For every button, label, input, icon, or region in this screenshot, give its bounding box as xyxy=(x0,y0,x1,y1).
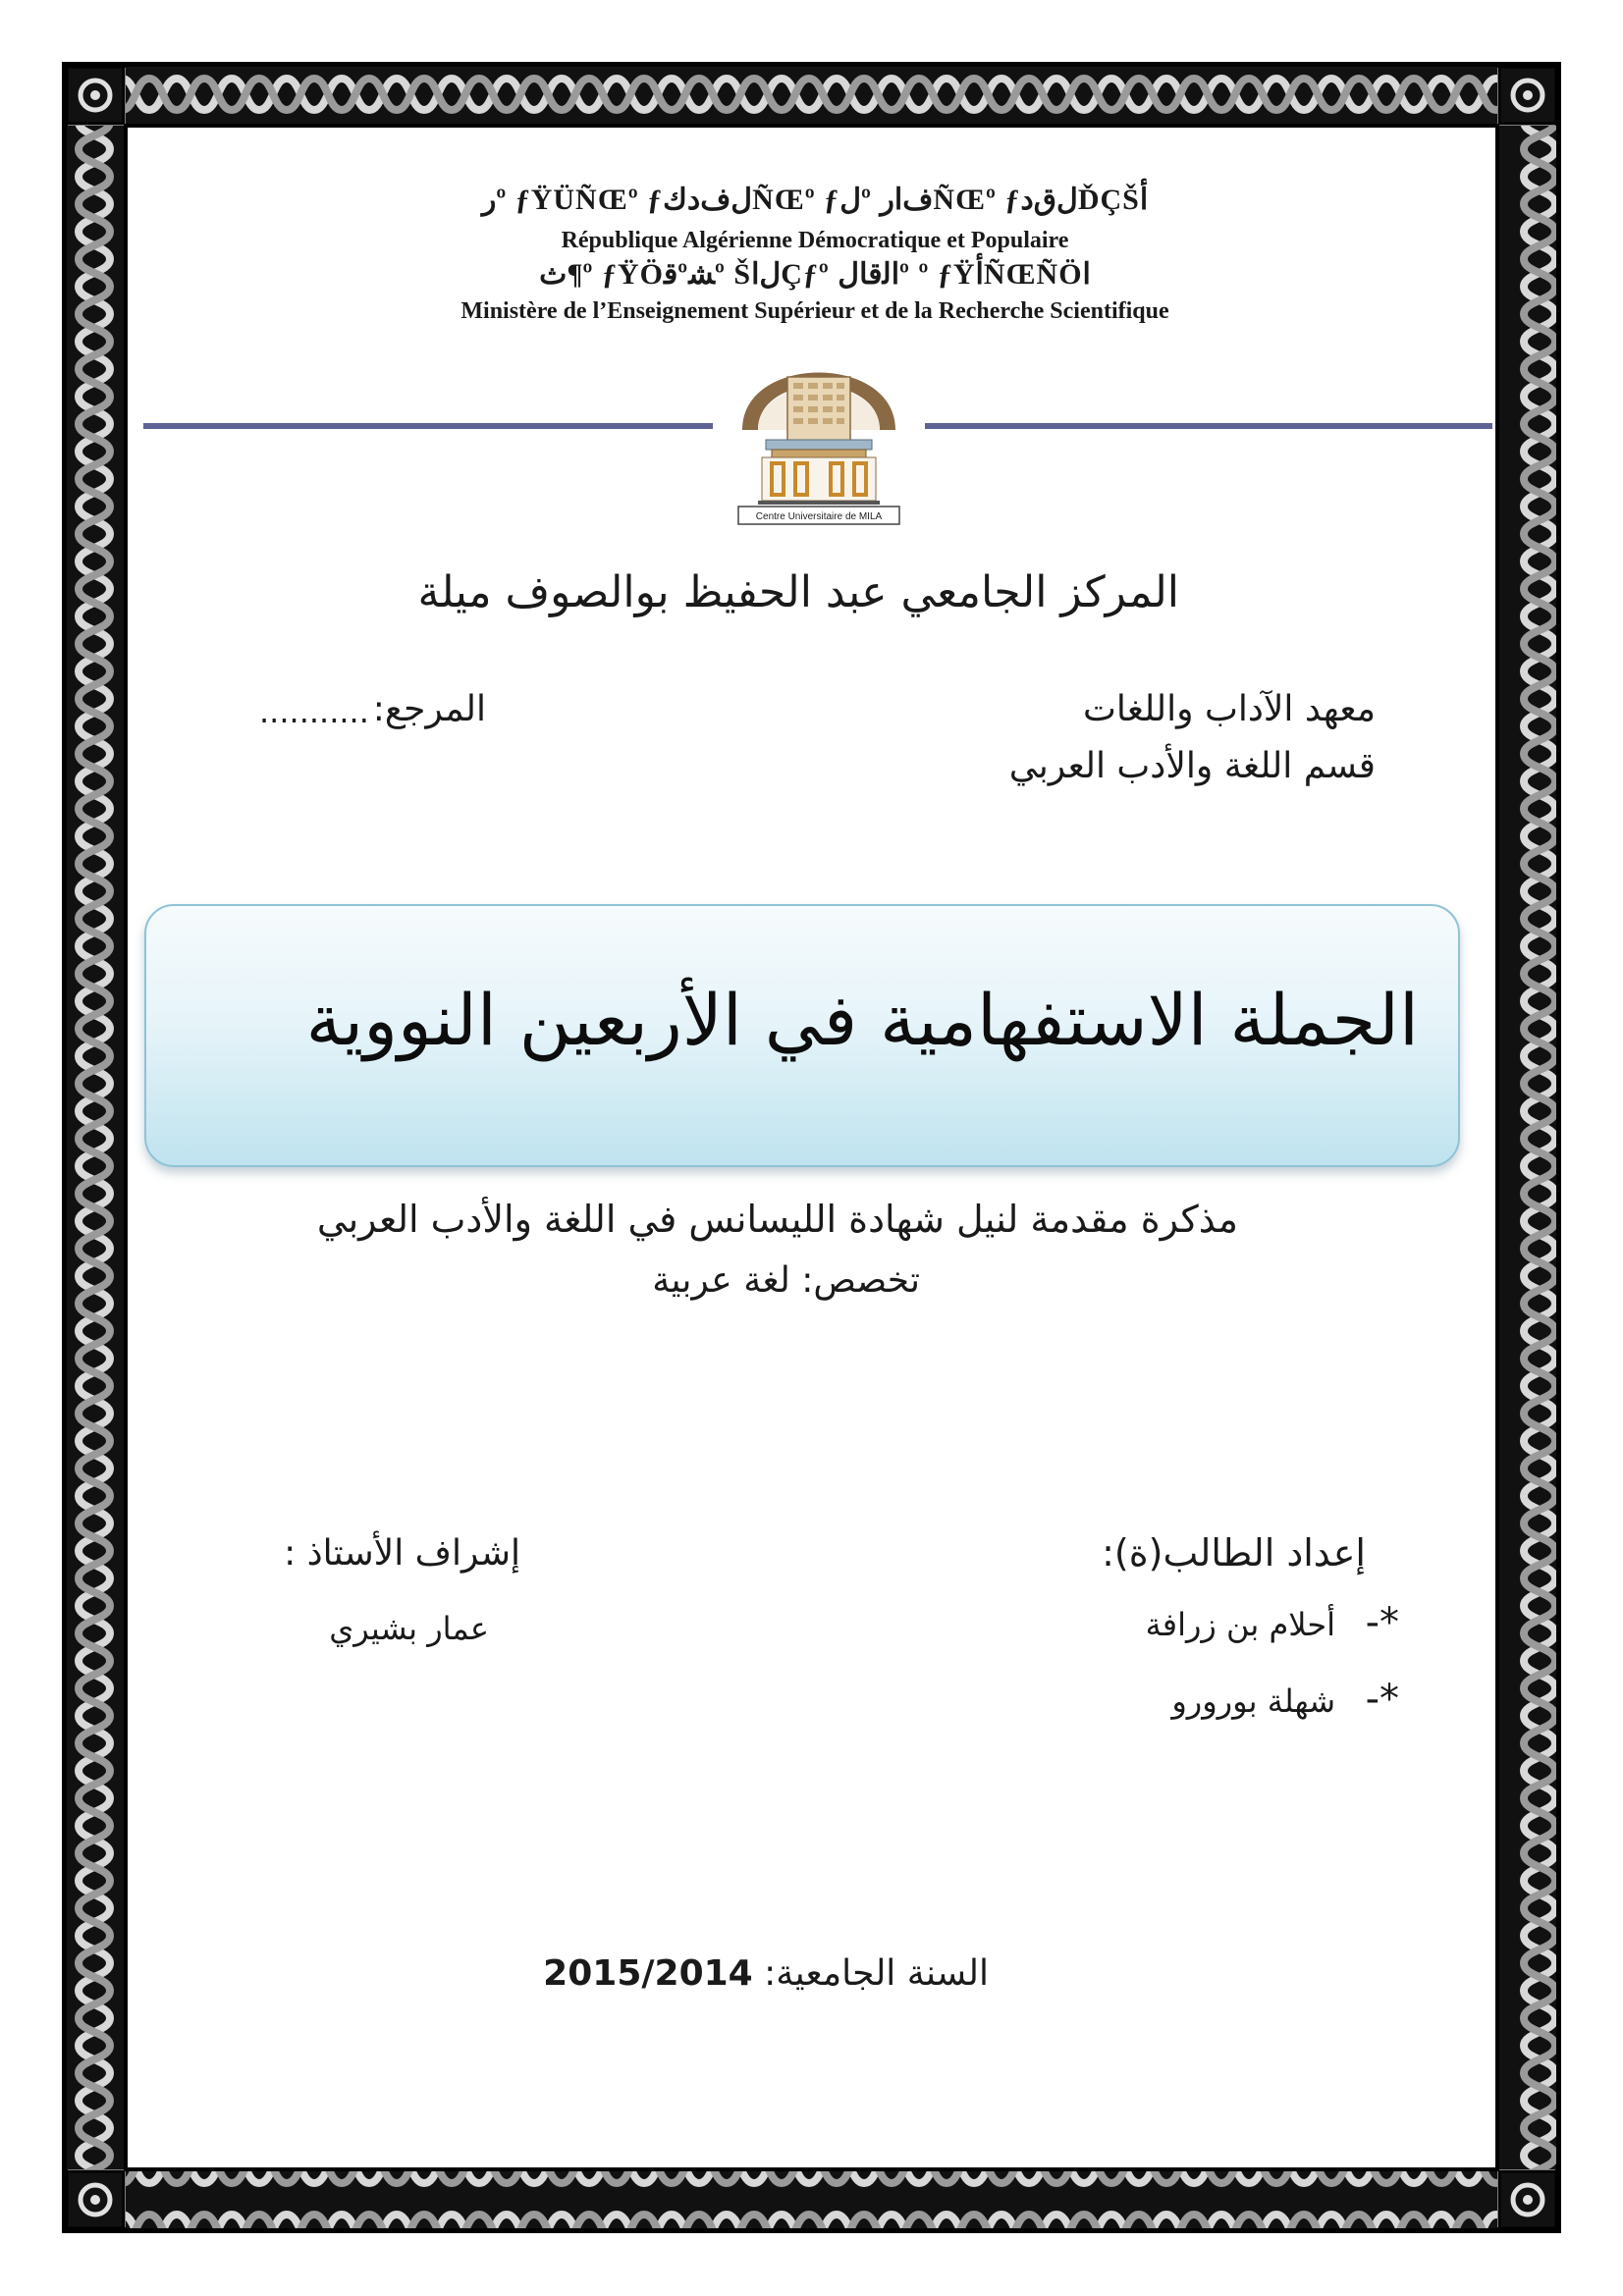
reference-value: ........... xyxy=(259,693,369,730)
header-arabic-line-2: ﺙ¶º ƒŸÖﻗºﺸº ŠﻝﺍÇƒº ﺍﻟﻗﺎﻝº º ƒŸﺃÑŒÑÖﺍ xyxy=(539,258,1091,291)
department-name: قسم اللغة والأدب العربي xyxy=(1008,746,1376,786)
specialty: تخصص: لغة عربية xyxy=(652,1260,920,1301)
academic-year-value: 2015/2014 xyxy=(543,1953,753,1994)
student-bullet: *- xyxy=(1365,1677,1399,1722)
supervisor-name: عمار بشيري xyxy=(329,1610,489,1647)
student-entry xyxy=(1146,1600,1399,1645)
logo-caption: Centre Universitaire de MILA xyxy=(755,511,883,522)
header-arabic-line-1: ﺭº ƒŸÜÑŒº ƒﻝﻑﺩﻙÑŒº ƒﻝº ﻑﺍﺭÑŒº ƒﻝﻕﺩĎÇŠﺃ xyxy=(481,184,1149,216)
university-logo-icon xyxy=(732,334,905,530)
student-name: شهلة بورورو xyxy=(1171,1682,1336,1720)
student-name: أحلام بن زرافة xyxy=(1145,1606,1336,1643)
header-republic-french: République Algérienne Démocratique et Populaire xyxy=(561,228,1069,253)
reference-label: المرجع: xyxy=(372,689,486,729)
institute-name: معهد الآداب واللغات xyxy=(1083,689,1376,729)
memoir-purpose: مذكرة مقدمة لنيل شهادة الليسانس في اللغة والأدب العربي xyxy=(316,1198,1238,1241)
header-ministry-french: Ministère de l’Enseignement Supérieur et de la Recherche Scientifique xyxy=(460,298,1169,324)
prepared-by-label: إعداد الطالب(ة): xyxy=(1102,1531,1366,1575)
student-entry xyxy=(1171,1677,1399,1722)
title-box xyxy=(144,904,1460,1167)
memoir-title: الجملة الاستفهامية في الأربعين النووية xyxy=(305,979,1419,1061)
institution-name: المركز الجامعي عبد الحفيظ بوالصوف ميلة xyxy=(417,567,1179,617)
header-rule-right xyxy=(925,423,1492,429)
academic-year-label: السنة الجامعية: xyxy=(764,1953,989,1994)
supervisor-label: إشراف الأستاذ : xyxy=(284,1533,520,1574)
header-rule-left xyxy=(143,423,713,429)
academic-year xyxy=(543,1953,989,1994)
student-bullet: *- xyxy=(1365,1600,1399,1645)
